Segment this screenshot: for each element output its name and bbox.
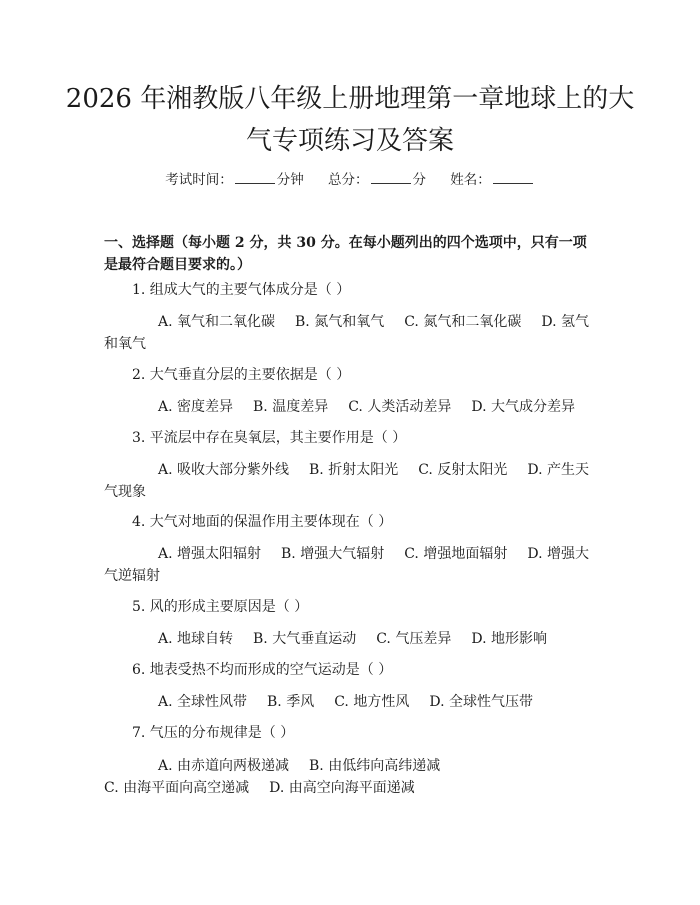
exam-time-unit: 分钟	[276, 172, 304, 188]
question-options	[104, 628, 598, 650]
question-options	[104, 459, 598, 503]
exam-info-line	[0, 168, 700, 188]
option-d: D. 全球性气压带	[429, 694, 533, 710]
option-d: D. 增强大气逆辐射	[104, 546, 589, 584]
option-b: B. 氮气和氧气	[295, 314, 385, 330]
option-c: C. 地方性风	[334, 694, 410, 710]
option-a: A. 地球自转	[158, 631, 234, 647]
question-stem: 1. 组成大气的主要气体成分是（ ）	[132, 282, 351, 298]
student-name-blank	[493, 173, 533, 184]
question-stem: 2. 大气垂直分层的主要依据是（ ）	[132, 367, 351, 383]
student-name-label: 姓名：	[450, 172, 491, 188]
option-d: D. 大气成分差异	[471, 399, 575, 415]
exam-time-label: 考试时间：	[165, 172, 233, 188]
option-d: D. 氢气和氧气	[104, 314, 589, 352]
section-heading: 一、选择题（每小题 2 分，共 30 分。在每小题列出的四个选项中，只有一项是最符合题目要求的。）	[104, 235, 587, 273]
question-stem: 3. 平流层中存在臭氧层，其主要作用是（ ）	[132, 430, 407, 446]
exam-time-field	[165, 168, 304, 188]
option-c: C. 增强地面辐射	[404, 546, 508, 562]
question-options	[104, 396, 598, 418]
question-options	[104, 311, 598, 355]
option-c: C. 由海平面向高空递减	[104, 780, 250, 796]
option-b: B. 季风	[267, 694, 315, 710]
option-a: A. 密度差异	[158, 399, 234, 415]
question-stem: 6. 地表受热不均而形成的空气运动是（ ）	[132, 662, 393, 678]
option-a: A. 增强太阳辐射	[158, 546, 262, 562]
question-stem: 7. 气压的分布规律是（ ）	[132, 725, 295, 741]
exam-time-blank	[235, 173, 275, 184]
option-c: C. 人类活动差异	[348, 399, 452, 415]
question-options	[104, 755, 598, 799]
option-b: B. 大气垂直运动	[253, 631, 357, 647]
option-a: A. 全球性风带	[158, 694, 248, 710]
student-name-field	[450, 168, 535, 188]
option-c: C. 氮气和二氧化碳	[404, 314, 522, 330]
document-title: 2026 年湘教版八年级上册地理第一章地球上的大气专项练习及答案	[65, 84, 635, 156]
option-c: C. 气压差异	[376, 631, 452, 647]
question-options	[104, 691, 598, 713]
option-d: D. 由高空向海平面递减	[269, 780, 415, 796]
question-stem: 5. 风的形成主要原因是（ ）	[132, 599, 309, 615]
option-b: B. 增强大气辐射	[281, 546, 385, 562]
total-score-unit: 分	[412, 172, 426, 188]
total-score-blank	[371, 173, 411, 184]
option-b: B. 折射太阳光	[309, 462, 399, 478]
option-c: C. 反射太阳光	[418, 462, 508, 478]
option-d: D. 地形影响	[471, 631, 547, 647]
option-d: D. 产生天气现象	[104, 462, 589, 500]
option-b: B. 温度差异	[253, 399, 329, 415]
option-b: B. 由低纬向高纬递减	[309, 758, 441, 774]
option-a: A. 由赤道向两极递减	[158, 758, 290, 774]
question-stem: 4. 大气对地面的保温作用主要体现在（ ）	[132, 514, 393, 530]
total-score-label: 总分：	[328, 172, 369, 188]
total-score-field	[328, 168, 426, 188]
option-a: A. 氧气和二氧化碳	[158, 314, 276, 330]
option-a: A. 吸收大部分紫外线	[158, 462, 290, 478]
question-options	[104, 543, 598, 587]
